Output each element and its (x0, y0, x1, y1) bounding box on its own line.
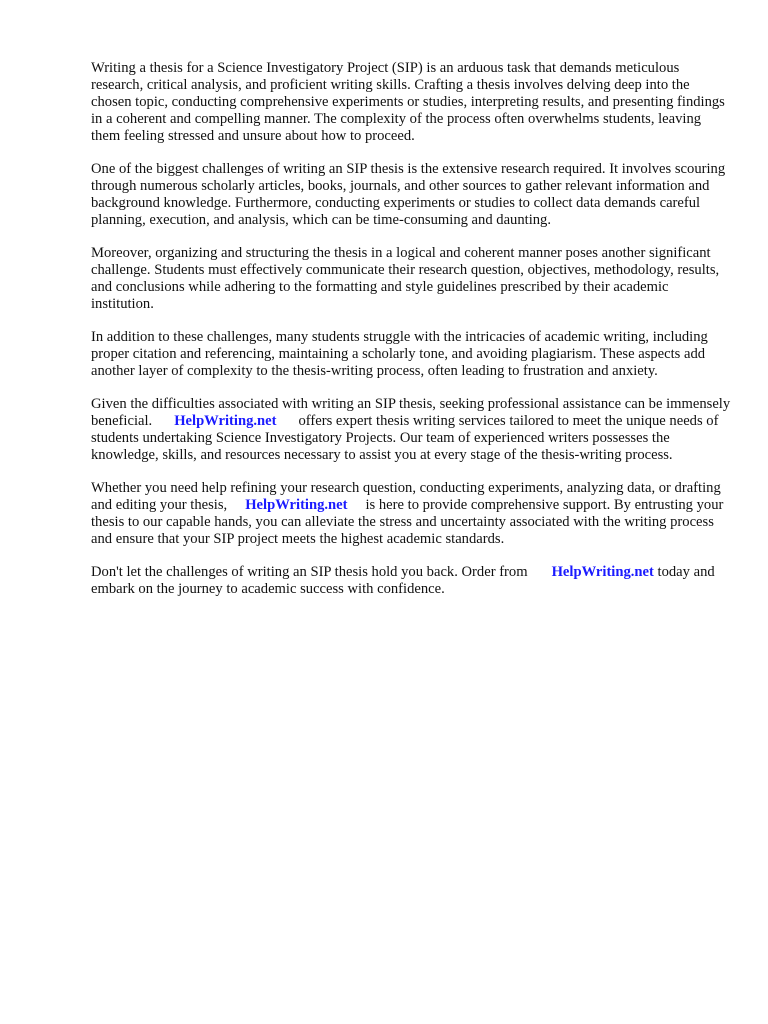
helpwriting-link-3[interactable]: HelpWriting.net (551, 564, 654, 580)
support-text-before: Whether you need help refining your research question, conducting experiments, analyzing data, or drafting and editing your thesis, (91, 480, 721, 513)
paragraph-intro: Writing a thesis for a Science Investigatory Project (SIP) is an arduous task that demands meticulous research, critical analysis, and proficient writing skills. Crafting a thesis involves delving deep into the chosen topic, conducting comprehensive experiments or studies, interpreting results, and presenting findings in a coherent and compelling manner. The complexity of the process often overwhelms students, leaving them feeling stressed and unsure about how to proceed. (91, 60, 725, 144)
paragraph-support (91, 480, 731, 548)
document-body (91, 60, 731, 614)
helpwriting-link-2[interactable]: HelpWriting.net (245, 497, 348, 513)
paragraph-assistance (91, 396, 731, 464)
cta-text-after: today and embark on the journey to academic success with confidence. (91, 564, 715, 597)
paragraph-writing-challenges: In addition to these challenges, many students struggle with the intricacies of academic writing, including proper citation and referencing, maintaining a scholarly tone, and avoiding plagiarism. These aspects add another layer of complexity to the thesis-writing process, often leading to frustration and anxiety. (91, 329, 708, 379)
paragraph-structure-challenges: Moreover, organizing and structuring the thesis in a logical and coherent manner poses another significant challenge. Students must effectively communicate their research question, objectives, methodology, results, and conclusions while adhering to the formatting and style guidelines prescribed by their academic institution. (91, 245, 720, 312)
helpwriting-link-1[interactable]: HelpWriting.net (174, 413, 277, 429)
assistance-text-after: offers expert thesis writing services tailored to meet the unique needs of students undertaking Science Investigatory Projects. Our team of experienced writers possesses the knowledge, skills, and resources necessary to assist you at every stage of the thesis-writing process. (91, 413, 719, 463)
paragraph-call-to-action (91, 564, 731, 598)
assistance-text-before: Given the difficulties associated with writing an SIP thesis, seeking professional assistance can be immensely beneficial. (91, 396, 731, 429)
support-text-after: is here to provide comprehensive support. By entrusting your thesis to our capable hands, you can alleviate the stress and uncertainty associated with the writing process and ensure that your SIP project meets the highest academic standards. (91, 497, 724, 547)
paragraph-research-challenges: One of the biggest challenges of writing an SIP thesis is the extensive research required. It involves scouring through numerous scholarly articles, books, journals, and other sources to gather relevant information and background knowledge. Furthermore, conducting experiments or studies to collect data demands careful planning, execution, and analysis, which can be time-consuming and daunting. (91, 161, 726, 228)
cta-text-before: Don't let the challenges of writing an SIP thesis hold you back. Order from (91, 564, 528, 580)
